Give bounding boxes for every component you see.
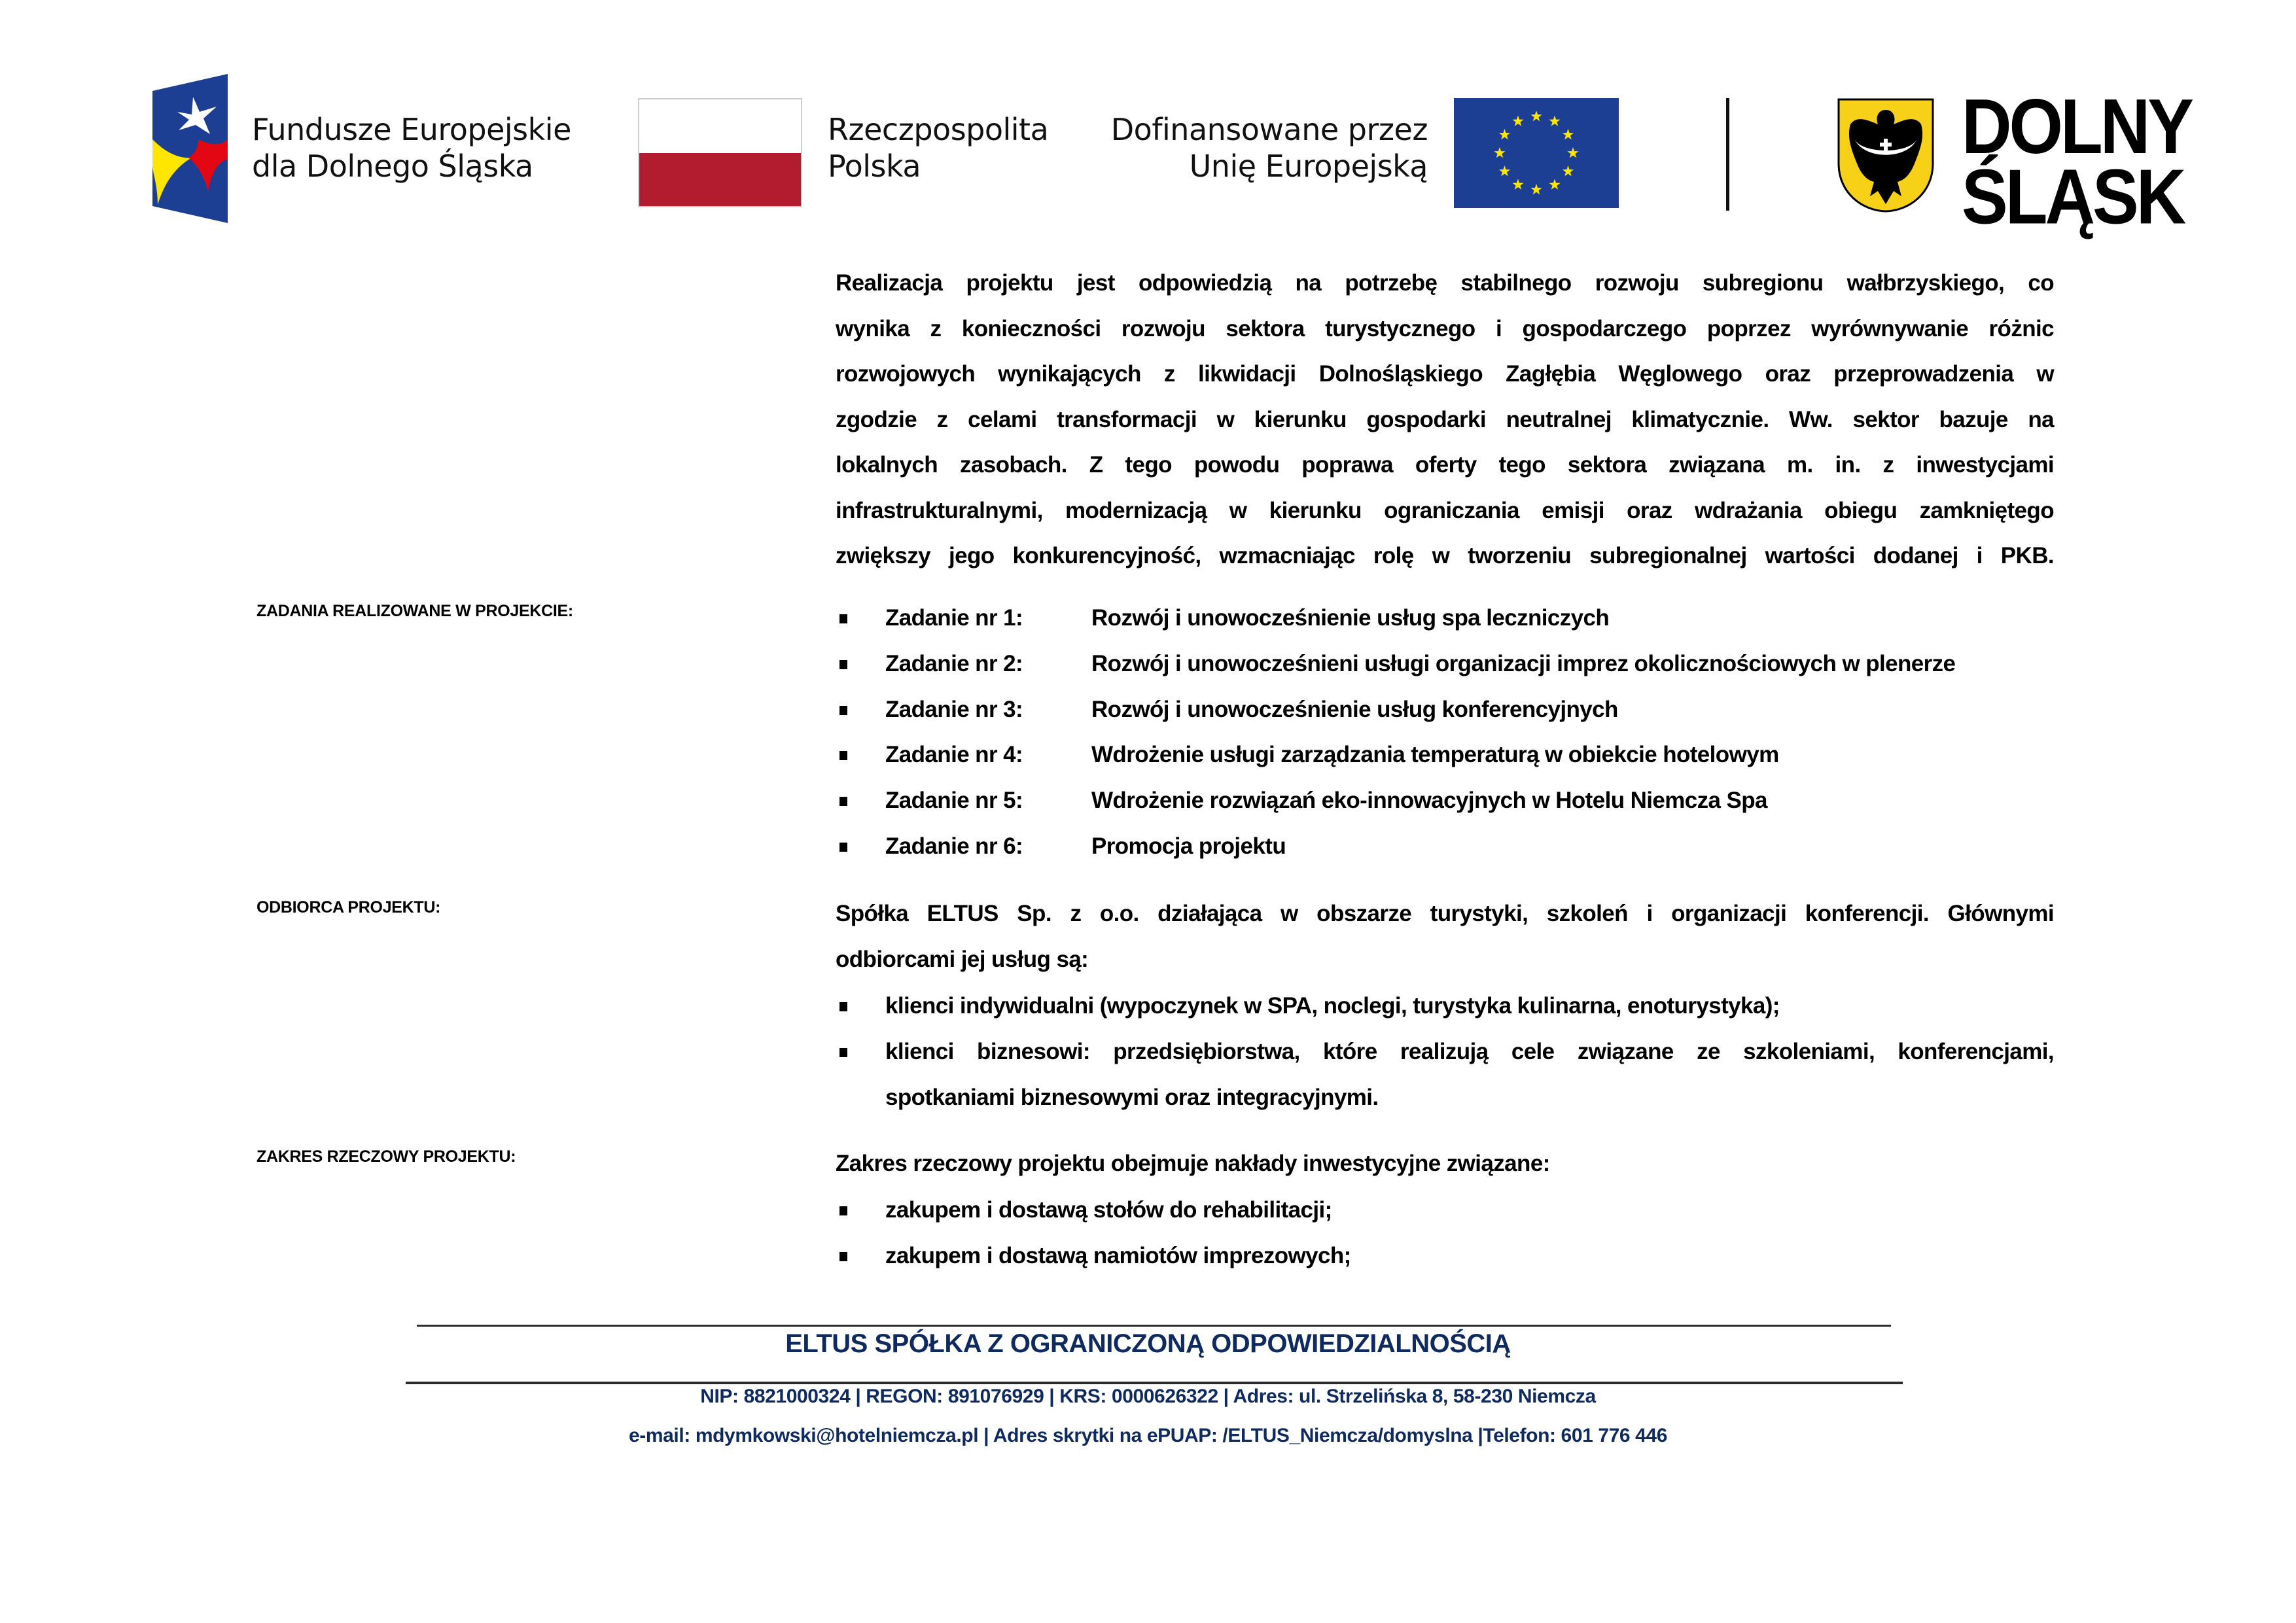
recipient-item-text: klienci indywidualni (wypoczynek w SPA, noclegi, turystyka kulinarna, enoturystyka); [885,993,1780,1019]
region-line1: DOLNY [1962,83,2191,170]
eu-star-icon [1512,179,1523,190]
task-item [836,690,2054,729]
eu-star-icon [1530,111,1542,121]
footer-bottom-rule [406,1382,1903,1384]
footer-top-rule [417,1325,1891,1327]
scope-section-label: ZAKRES RZECZOWY PROJEKTU: [256,1147,516,1166]
task-item [836,735,2054,775]
task-number: Zadanie nr 6: [885,833,1023,859]
eu-star-icon [1494,147,1505,158]
task-item [836,827,2054,866]
intro-line: Realizacja projektu jest odpowiedzią na potrzebę stabilnego rozwoju subregionu wałbrzyskiego, co [836,270,2054,296]
bullet-icon [839,843,847,852]
bullet-icon [839,614,847,623]
bullet-icon [839,1252,847,1261]
eu-star-icon [1499,129,1510,139]
footer-contact-line: e-mail: mdymkowski@hotelniemcza.pl | Adres skrytki na ePUAP: /ELTUS_Niemcza/domyslna |Telefon: 601 776 446 [629,1425,1667,1446]
recipient-line: Spółka ELTUS Sp. z o.o. działająca w obszarze turystyki, szkoleń i organizacji konferencji. Głównymi [836,901,2054,926]
bullet-icon [839,706,847,715]
task-description: Rozwój i unowocześnienie usług konferencyjnych [1091,697,1618,722]
fe-logo [152,74,228,223]
eu-flag-icon [1454,98,1619,208]
task-item [836,644,2054,684]
scope-item [836,1233,2054,1279]
polish-flag-icon [638,98,802,207]
bullet-icon [839,1048,847,1057]
poland-line1: Rzeczpospolita [828,112,1049,147]
eu-star-icon [1563,166,1574,176]
recipient-item-text: klienci biznesowi: przedsiębiorstwa, które realizują cele związane ze szkoleniami, konferencjami, [885,1039,2054,1064]
logo-divider [1726,98,1729,211]
intro-line: zwiększy jego konkurencyjność, wzmacniając rolę w tworzeniu subregionalnej wartości dodanej i PKB. [836,543,2054,568]
task-number: Zadanie nr 4: [885,742,1023,767]
fe-logo-line1: Fundusze Europejskie [252,112,571,147]
scope-item-text: zakupem i dostawą namiotów imprezowych; [885,1243,1351,1268]
bullet-icon [839,1206,847,1215]
task-item [836,599,2054,638]
eu-line1: Dofinansowane przez [1110,112,1428,147]
eu-star-icon [1499,166,1510,176]
bullet-icon [839,1002,847,1011]
task-number: Zadanie nr 5: [885,788,1023,813]
eu-star-icon [1549,116,1560,126]
recipient-item [836,983,2054,1029]
eu-logo-text [1086,111,1428,184]
fe-stars-icon [152,74,228,223]
task-item [836,781,2054,820]
task-number: Zadanie nr 3: [885,697,1023,722]
region-line2: ŚLĄSK [1962,154,2184,241]
task-number: Zadanie nr 1: [885,605,1023,631]
intro-line: wynika z konieczności rozwoju sektora turystycznego i gospodarczego poprzez wyrównywanie różnic [836,315,2054,341]
task-description: Wdrożenie usługi zarządzania temperaturą w obiekcie hotelowym [1091,742,1779,767]
task-description: Wdrożenie rozwiązań eko-innowacyjnych w Hotelu Niemcza Spa [1091,788,1767,813]
scope-item [836,1187,2054,1233]
scope-intro: Zakres rzeczowy projektu obejmuje nakłady inwestycyjne związane: [836,1151,1550,1176]
bullet-icon [839,751,847,760]
eu-star-icon [1530,184,1542,194]
fe-logo-line2: dla Dolnego Śląska [252,148,533,184]
eu-star-icon [1549,179,1560,190]
poland-logo-text [828,111,1048,184]
task-description: Rozwój i unowocześnieni usługi organizacji imprez okolicznościowych w plenerze [1091,651,1956,676]
eu-star-icon [1567,147,1578,158]
intro-line: infrastrukturalnymi, modernizacją w kierunku ograniczania emisji oraz wdrażania obiegu zamkniętego [836,497,2054,523]
scope-item-text: zakupem i dostawą stołów do rehabilitacji; [885,1197,1332,1223]
tasks-section-label: ZADANIA REALIZOWANE W PROJEKCIE: [256,602,573,620]
footer-registry-line: NIP: 8821000324 | REGON: 891076929 | KRS: 0000626322 | Adres: ul. Strzelińska 8, 58-230 Niemcza [700,1386,1596,1407]
region-wordmark [1962,83,2191,241]
task-description: Promocja projektu [1091,833,1286,859]
bullet-icon [839,660,847,669]
intro-paragraph [836,260,2054,579]
eu-star-icon [1563,129,1574,139]
fe-logo-text [252,111,571,184]
bullet-icon [839,797,847,806]
recipient-item [836,1029,2054,1121]
recipient-section-label: ODBIORCA PROJEKTU: [256,898,441,916]
recipient-item-text-cont: spotkaniami biznesowymi oraz integracyjnymi. [885,1085,1379,1110]
recipient-line: odbiorcami jej usług są: [836,947,1089,972]
task-number: Zadanie nr 2: [885,651,1023,676]
task-description: Rozwój i unowocześnienie usług spa leczniczych [1091,605,1610,631]
lower-silesia-coat-of-arms-icon [1837,98,1934,213]
intro-line: lokalnych zasobach. Z tego powodu poprawa oferty tego sektora związana m. in. z inwestycjami [836,452,2054,478]
eu-line2: Unię Europejską [1189,148,1428,184]
footer-company-name: ELTUS SPÓŁKA Z OGRANICZONĄ ODPOWIEDZIALNOŚCIĄ [785,1329,1511,1358]
intro-line: rozwojowych wynikających z likwidacji Dolnośląskiego Zagłębia Węglowego oraz przeprowadzenia w [836,361,2054,387]
poland-line2: Polska [828,148,921,184]
intro-line: zgodzie z celami transformacji w kierunku gospodarki neutralnej klimatycznie. Ww. sektor bazuje na [836,406,2054,432]
eu-star-icon [1512,116,1523,126]
